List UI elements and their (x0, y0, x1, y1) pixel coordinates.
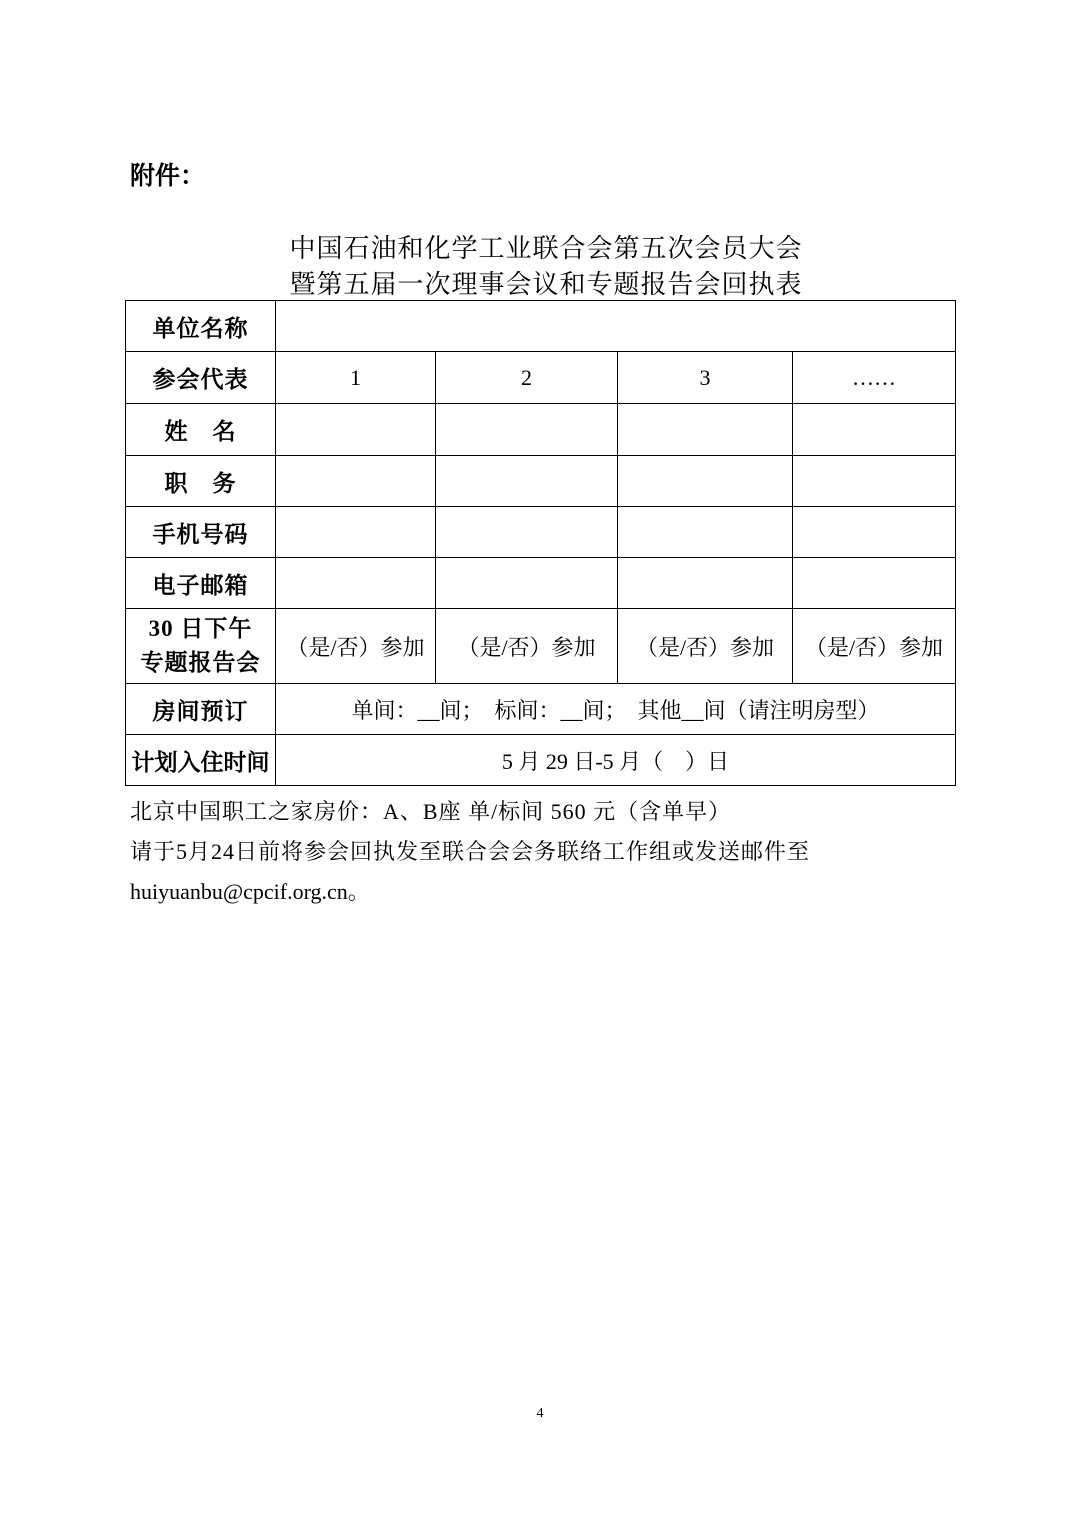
position-field[interactable] (276, 456, 436, 507)
session-label (126, 609, 276, 684)
delegate-number: …… (793, 352, 956, 404)
attend-option[interactable]: （是/否）参加 (793, 609, 956, 684)
page-number: 4 (536, 1406, 544, 1421)
phone-field[interactable] (276, 507, 436, 558)
row-position (126, 456, 956, 507)
room-field[interactable]: 单间：__间； 标间：__间； 其他__间（请注明房型） (276, 684, 956, 735)
session-label-line2: 专题报告会 (140, 650, 261, 675)
room-label: 房间预订 (126, 684, 276, 735)
attend-option[interactable]: （是/否）参加 (436, 609, 618, 684)
unit-name-field[interactable] (276, 301, 956, 352)
form-title-line2: 暨第五届一次理事会议和专题报告会回执表 (289, 270, 803, 299)
delegates-label: 参会代表 (126, 352, 276, 404)
session-label-line1: 30 日下午 (148, 616, 253, 641)
email-field[interactable] (436, 558, 618, 609)
email-field[interactable] (618, 558, 793, 609)
unit-name-label: 单位名称 (126, 301, 276, 352)
position-field[interactable] (793, 456, 956, 507)
checkin-label: 计划入住时间 (126, 735, 276, 786)
row-unit-name (126, 301, 956, 352)
row-phone (126, 507, 956, 558)
contact-email[interactable]: huiyuanbu@cpcif.org.cn。 (130, 879, 370, 904)
submit-note: 请于5月24日前将参会回执发至联合会会务联络工作组或发送邮件至 (130, 839, 811, 864)
row-room (126, 684, 956, 735)
name-field[interactable] (276, 404, 436, 456)
email-label: 电子邮箱 (126, 558, 276, 609)
position-field[interactable] (436, 456, 618, 507)
email-field[interactable] (793, 558, 956, 609)
delegate-number: 3 (618, 352, 793, 404)
phone-field[interactable] (793, 507, 956, 558)
phone-label: 手机号码 (126, 507, 276, 558)
phone-field[interactable] (618, 507, 793, 558)
row-name (126, 404, 956, 456)
name-field[interactable] (436, 404, 618, 456)
row-delegates (126, 352, 956, 404)
name-field[interactable] (793, 404, 956, 456)
price-note: 北京中国职工之家房价：A、B座 单/标间 560 元（含单早） (130, 799, 732, 824)
form-title-line1: 中国石油和化学工业联合会第五次会员大会 (289, 234, 803, 263)
row-email (126, 558, 956, 609)
attend-option[interactable]: （是/否）参加 (276, 609, 436, 684)
attachment-label: 附件： (130, 163, 206, 190)
row-session (126, 609, 956, 684)
delegate-number: 2 (436, 352, 618, 404)
name-field[interactable] (618, 404, 793, 456)
position-field[interactable] (618, 456, 793, 507)
attend-option[interactable]: （是/否）参加 (618, 609, 793, 684)
checkin-field[interactable]: 5 月 29 日-5 月（ ）日 (276, 735, 956, 786)
email-field[interactable] (276, 558, 436, 609)
phone-field[interactable] (436, 507, 618, 558)
delegate-number: 1 (276, 352, 436, 404)
reply-form-table (125, 300, 956, 786)
row-checkin (126, 735, 956, 786)
name-label: 姓 名 (126, 404, 276, 456)
position-label: 职 务 (126, 456, 276, 507)
